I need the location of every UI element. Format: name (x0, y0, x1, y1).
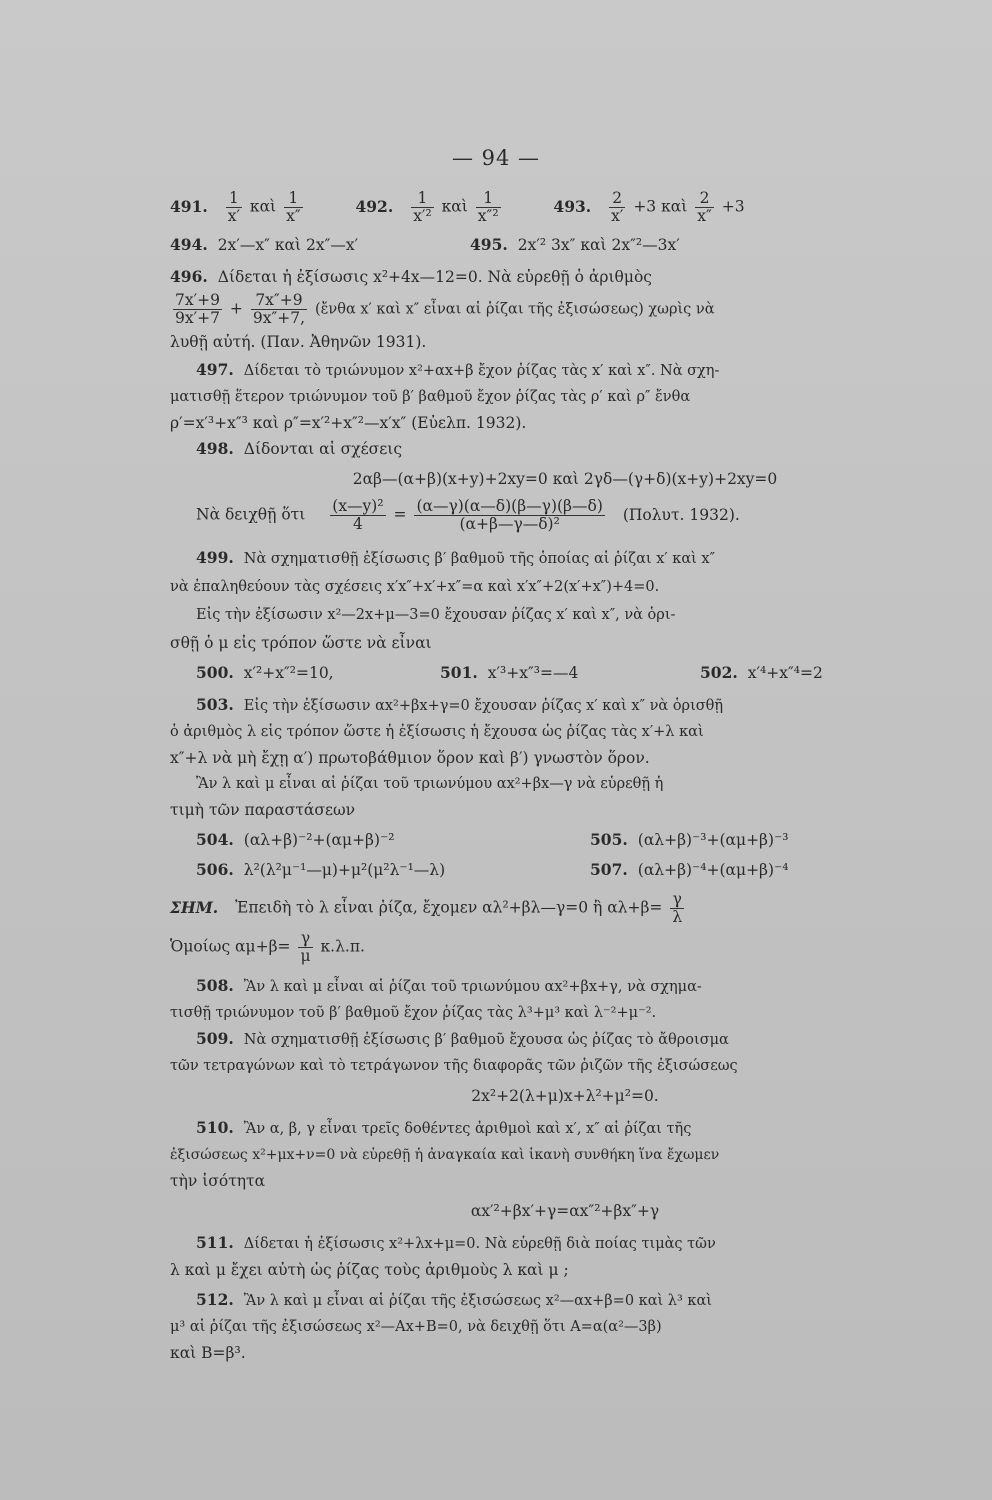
exercise-503: 503. Εἰς τὴν ἐξίσωσιν αx²+βx+γ=0 ἔχουσαν ῥίζας x′ καὶ x″ νὰ ὁρισθῇ (196, 695, 724, 714)
exercise-509: 509. Νὰ σχηματισθῇ ἐξίσωσις β′ βαθμοῦ ἔχουσα ὡς ῥίζας τὸ ἄθροισμα (196, 1029, 729, 1048)
exercise-494-495: 494. 2x′—x″ καὶ 2x″—x′ 495. 2x′² 3x″ καὶ 2x″²—3x′ (170, 235, 680, 254)
exercise-list: 491. $\frac{1}{x'}$ καὶ $\frac{1}{x''}$ 492. $\frac{1}{\text{x′²}}$ καὶ $\frac{1}{\text{x″²}}$ 493. $\frac{2}{x'}$ +3 καὶ $\frac{2}{x''}$ +3 494. 2x′—x″ καὶ 2x″—x′ 495. 2x′² 3x″ καὶ 2x″²—3x′ 496. Δίδεται ἡ ἐξίσωσις x²+4x—12=0. Νὰ εὑρεθῇ ὁ ἀριθμὸς $\frac{7x'+9}{9x'+7}$ + $\frac{7x''+9}{9x''+7,}$ (ἔνθα x′ καὶ x″ εἶναι αἱ ῥίζαι τῆς ἐξισώσεως) χωρὶς νὰ λυθῇ αὐτή. (Παν. Ἀθηνῶν 1931). 497. Δίδεται τὸ τριώνυμον x²+αx+β ἔχον ῥίζας τὰς x′ καὶ x″. Νὰ σχη- ματισθῇ ἕτερον τριώνυμον τοῦ β′ βαθμοῦ ἔχον ῥίζας τὰς ρ′ καὶ ρ″ ἔνθα ρ′=x′³+x″³ καὶ ρ″=x′²+x″²—x′x″ (Εὐελπ. 1932). 498. Δίδονται αἱ σχέσεις 2αβ—(α+β)(x+y)+2xy=0 καὶ 2γδ—(γ+δ)(x+y)+2xy=0 Νὰ δειχθῇ ὅτι $\frac{\text{(x—y)²}}{4}$ = $\frac{(\alpha—\gamma)(\alpha—\delta)(\beta—\gamma)(\beta—\delta)}{\text{(α+β—γ—δ)²}}$ (Πολυτ. 1932). 499. Νὰ σχηματισθῇ ἐξίσωσις β′ βαθμοῦ τῆς ὁποίας αἱ ῥίζαι x′ καὶ x″ νὰ ἐπαληθεύουν τὰς σχέσεις x′x″+x′+x″=α καὶ x′x″+2(x′+x″)+4=0. Εἰς τὴν ἐξίσωσιν x²—2x+μ—3=0 ἔχουσαν ῥίζας x′ καὶ x″, νὰ ὁρι- σθῇ ὁ μ εἰς τρόπον ὥστε νὰ εἶναι 500. x′²+x″²=10, 501. x′³+x″³=—4 502. x′⁴+x″⁴=2 503. Εἰς τὴν ἐξίσωσιν αx²+βx+γ=0 ἔχουσαν ῥίζας x′ καὶ x″ νὰ ὁρισθῇ ὁ ἀριθμὸς λ εἰς τρόπον ὥστε ἡ ἐξίσωσις ἡ ἔχουσα ὡς ῥίζας τὰς x′+λ καὶ x″+λ νὰ μὴ ἔχῃ α′) πρωτοβάθμιον ὅρον καὶ β′) γνωστὸν ὅρον. Ἂν λ καὶ μ εἶναι αἱ ῥίζαι τοῦ τριωνύμου αx²+βx—γ νὰ εὑρεθῇ ἡ τιμὴ τῶν παραστάσεων 504. (αλ+β)⁻²+(αμ+β)⁻² 505. (αλ+β)⁻³+(αμ+β)⁻³ 506. λ²(λ²μ⁻¹—μ)+μ²(μ²λ⁻¹—λ) 507. (αλ+β)⁻⁴+(αμ+β)⁻⁴ ΣΗΜ. Ἐπειδὴ τὸ λ εἶναι ῥίζα, ἔχομεν αλ²+βλ—γ=0 ἢ αλ+β= $\frac{\gamma}{\lambda}$ Ὁμοίως αμ+β= $\frac{\gamma}{\mu}$ κ.λ.π. 508. Ἂν λ καὶ μ εἶναι αἱ ῥίζαι τοῦ τριωνύμου αx²+βx+γ, νὰ σχημα- τισθῇ τριώνυμον τοῦ β′ βαθμοῦ ἔχον ῥίζας τὰς λ³+μ³ καὶ λ⁻²+μ⁻². 509. Νὰ σχηματισθῇ ἐξίσωσις β′ βαθμοῦ ἔχουσα ὡς ῥίζας τὸ ἄθροισμα τῶν τετραγώνων καὶ τὸ τετράγωνον τῆς διαφορᾶς τῶν ῥιζῶν τῆς ἐξισώσεως 2x²+2(λ+μ)x+λ²+μ²=0. 510. Ἂν α, β, γ εἶναι τρεῖς δοθέντες ἀριθμοὶ καὶ x′, x″ αἱ ῥίζαι τῆς ἐξισώσεως x²+μx+ν=0 νὰ εὑρεθῇ ἡ ἀναγκαία καὶ ἱκανὴ συνθήκη ἵνα ἔχωμεν τὴν ἰσότητα αx′²+βx′+γ=αx″²+βx″+γ 511. Δίδεται ἡ ἐξίσωσις x²+λx+μ=0. Νὰ εὑρεθῇ διὰ ποίας τιμὰς τῶν λ καὶ μ ἔχει αὐτὴ ὡς ῥίζας τοὺς ἀριθμοὺς λ καὶ μ ; 512. Ἂν λ καὶ μ εἶναι αἱ ῥίζαι τῆς ἐξισώσεως x²—αx+β=0 καὶ λ³ καὶ μ³ αἱ ῥίζαι τῆς ἐξισώσεως x²—Ax+B=0, νὰ δειχθῇ ὅτι A=α(α²—3β) καὶ B=β³. (170, 190, 960, 1364)
exercise-506-507: 506. λ²(λ²μ⁻¹—μ)+μ²(μ²λ⁻¹—λ) 507. (αλ+β)⁻⁴+(αμ+β)⁻⁴ (196, 860, 789, 879)
exercise-491-493: 491. $\frac{1}{x'}$ καὶ $\frac{1}{x''}$ 492. $\frac{1}{\text{x′²}}$ καὶ $\frac{1}{\text{x″²}}$ 493. $\frac{2}{x'}$ +3 καὶ $\frac{2}{x''}$ +3 (170, 189, 745, 225)
exercise-511: 511. Δίδεται ἡ ἐξίσωσις x²+λx+μ=0. Νὰ εὑρεθῇ διὰ ποίας τιμὰς τῶν (196, 1233, 716, 1252)
note: ΣΗΜ. Ἐπειδὴ τὸ λ εἶναι ῥίζα, ἔχομεν αλ²+βλ—γ=0 ἢ αλ+β= $\frac{\gamma}{\lambda}$ (170, 890, 683, 926)
page-number: — 94 — (451, 146, 541, 170)
exercise-504-505: 504. (αλ+β)⁻²+(αμ+β)⁻² 505. (αλ+β)⁻³+(αμ+β)⁻³ (196, 830, 789, 849)
exercise-496: 496. Δίδεται ἡ ἐξίσωσις x²+4x—12=0. Νὰ εὑρεθῇ ὁ ἀριθμὸς (170, 267, 652, 286)
exercise-497: 497. Δίδεται τὸ τριώνυμον x²+αx+β ἔχον ῥίζας τὰς x′ καὶ x″. Νὰ σχη- (196, 360, 720, 379)
exercise-499: 499. Νὰ σχηματισθῇ ἐξίσωσις β′ βαθμοῦ τῆς ὁποίας αἱ ῥίζαι x′ καὶ x″ (196, 548, 716, 567)
exercise-512: 512. Ἂν λ καὶ μ εἶναι αἱ ῥίζαι τῆς ἐξισώσεως x²—αx+β=0 καὶ λ³ καὶ (196, 1290, 712, 1309)
exercise-498: 498. Δίδονται αἱ σχέσεις (196, 439, 403, 458)
exercise-500-502: 500. x′²+x″²=10, 501. x′³+x″³=—4 502. x′⁴+x″⁴=2 (196, 663, 823, 682)
exercise-508: 508. Ἂν λ καὶ μ εἶναι αἱ ῥίζαι τοῦ τριωνύμου αx²+βx+γ, νὰ σχημα- (196, 976, 702, 995)
exercise-510: 510. Ἂν α, β, γ εἶναι τρεῖς δοθέντες ἀριθμοὶ καὶ x′, x″ αἱ ῥίζαι τῆς (196, 1118, 692, 1137)
